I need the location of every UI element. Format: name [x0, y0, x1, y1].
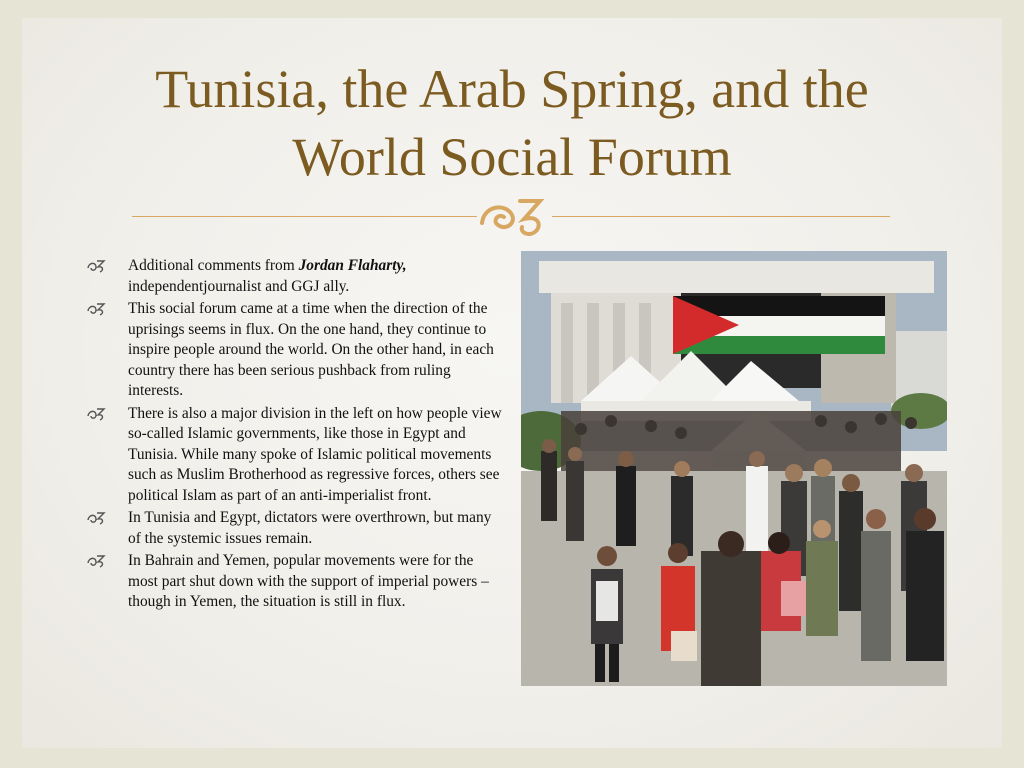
- bullet-text: In Bahrain and Yemen, popular movements were for the most part shut down with the support of imperial powers – though in Yemen, the situation is still in flux.: [128, 552, 489, 610]
- title-divider-right: [552, 216, 890, 217]
- bullet-text: In Tunisia and Egypt, dictators were overthrown, but many of the systemic issues remain.: [128, 509, 492, 547]
- bullet-icon: [86, 259, 106, 273]
- ornament-icon: [476, 193, 552, 239]
- bullet-text-prefix: Additional comments from: [128, 257, 299, 274]
- slide-title: [0, 55, 1024, 191]
- bullet-icon: [86, 302, 106, 316]
- bullet-text: There is also a major division in the left on how people view so-called Islamic governments, like those in Egypt and Tunisia. While many spoke of Islamic political movements such as Muslim Brotherhood as regressive forces, others see political Islam as part of an anti-imperialist front.: [128, 404, 502, 504]
- bullet-item: [86, 256, 506, 297]
- bullet-item: [86, 508, 506, 549]
- title-line-1: Tunisia, the Arab Spring, and the: [155, 59, 869, 119]
- title-line-2: World Social Forum: [292, 127, 732, 187]
- bullet-item: [86, 404, 506, 507]
- bullet-icon: [86, 554, 106, 568]
- photo-flag: [673, 296, 885, 354]
- bullet-icon: [86, 407, 106, 421]
- bullet-list: [86, 256, 506, 615]
- bullet-text: This social forum came at a time when the direction of the uprisings seems in flux. On the one hand, they continue to inspire people around the world. On the other hand, in each country there has been serious pushback from ruling interests.: [128, 300, 494, 399]
- title-divider-left: [132, 216, 477, 217]
- forum-crowd-photo: [521, 251, 947, 686]
- bullet-item: [86, 551, 506, 613]
- bullet-text-suffix: independentjournalist and GGJ ally.: [128, 277, 350, 295]
- bullet-icon: [86, 511, 106, 525]
- bullet-item: [86, 299, 506, 402]
- photo-background-crowd: [561, 411, 917, 471]
- author-name: Jordan Flaharty,: [298, 257, 407, 274]
